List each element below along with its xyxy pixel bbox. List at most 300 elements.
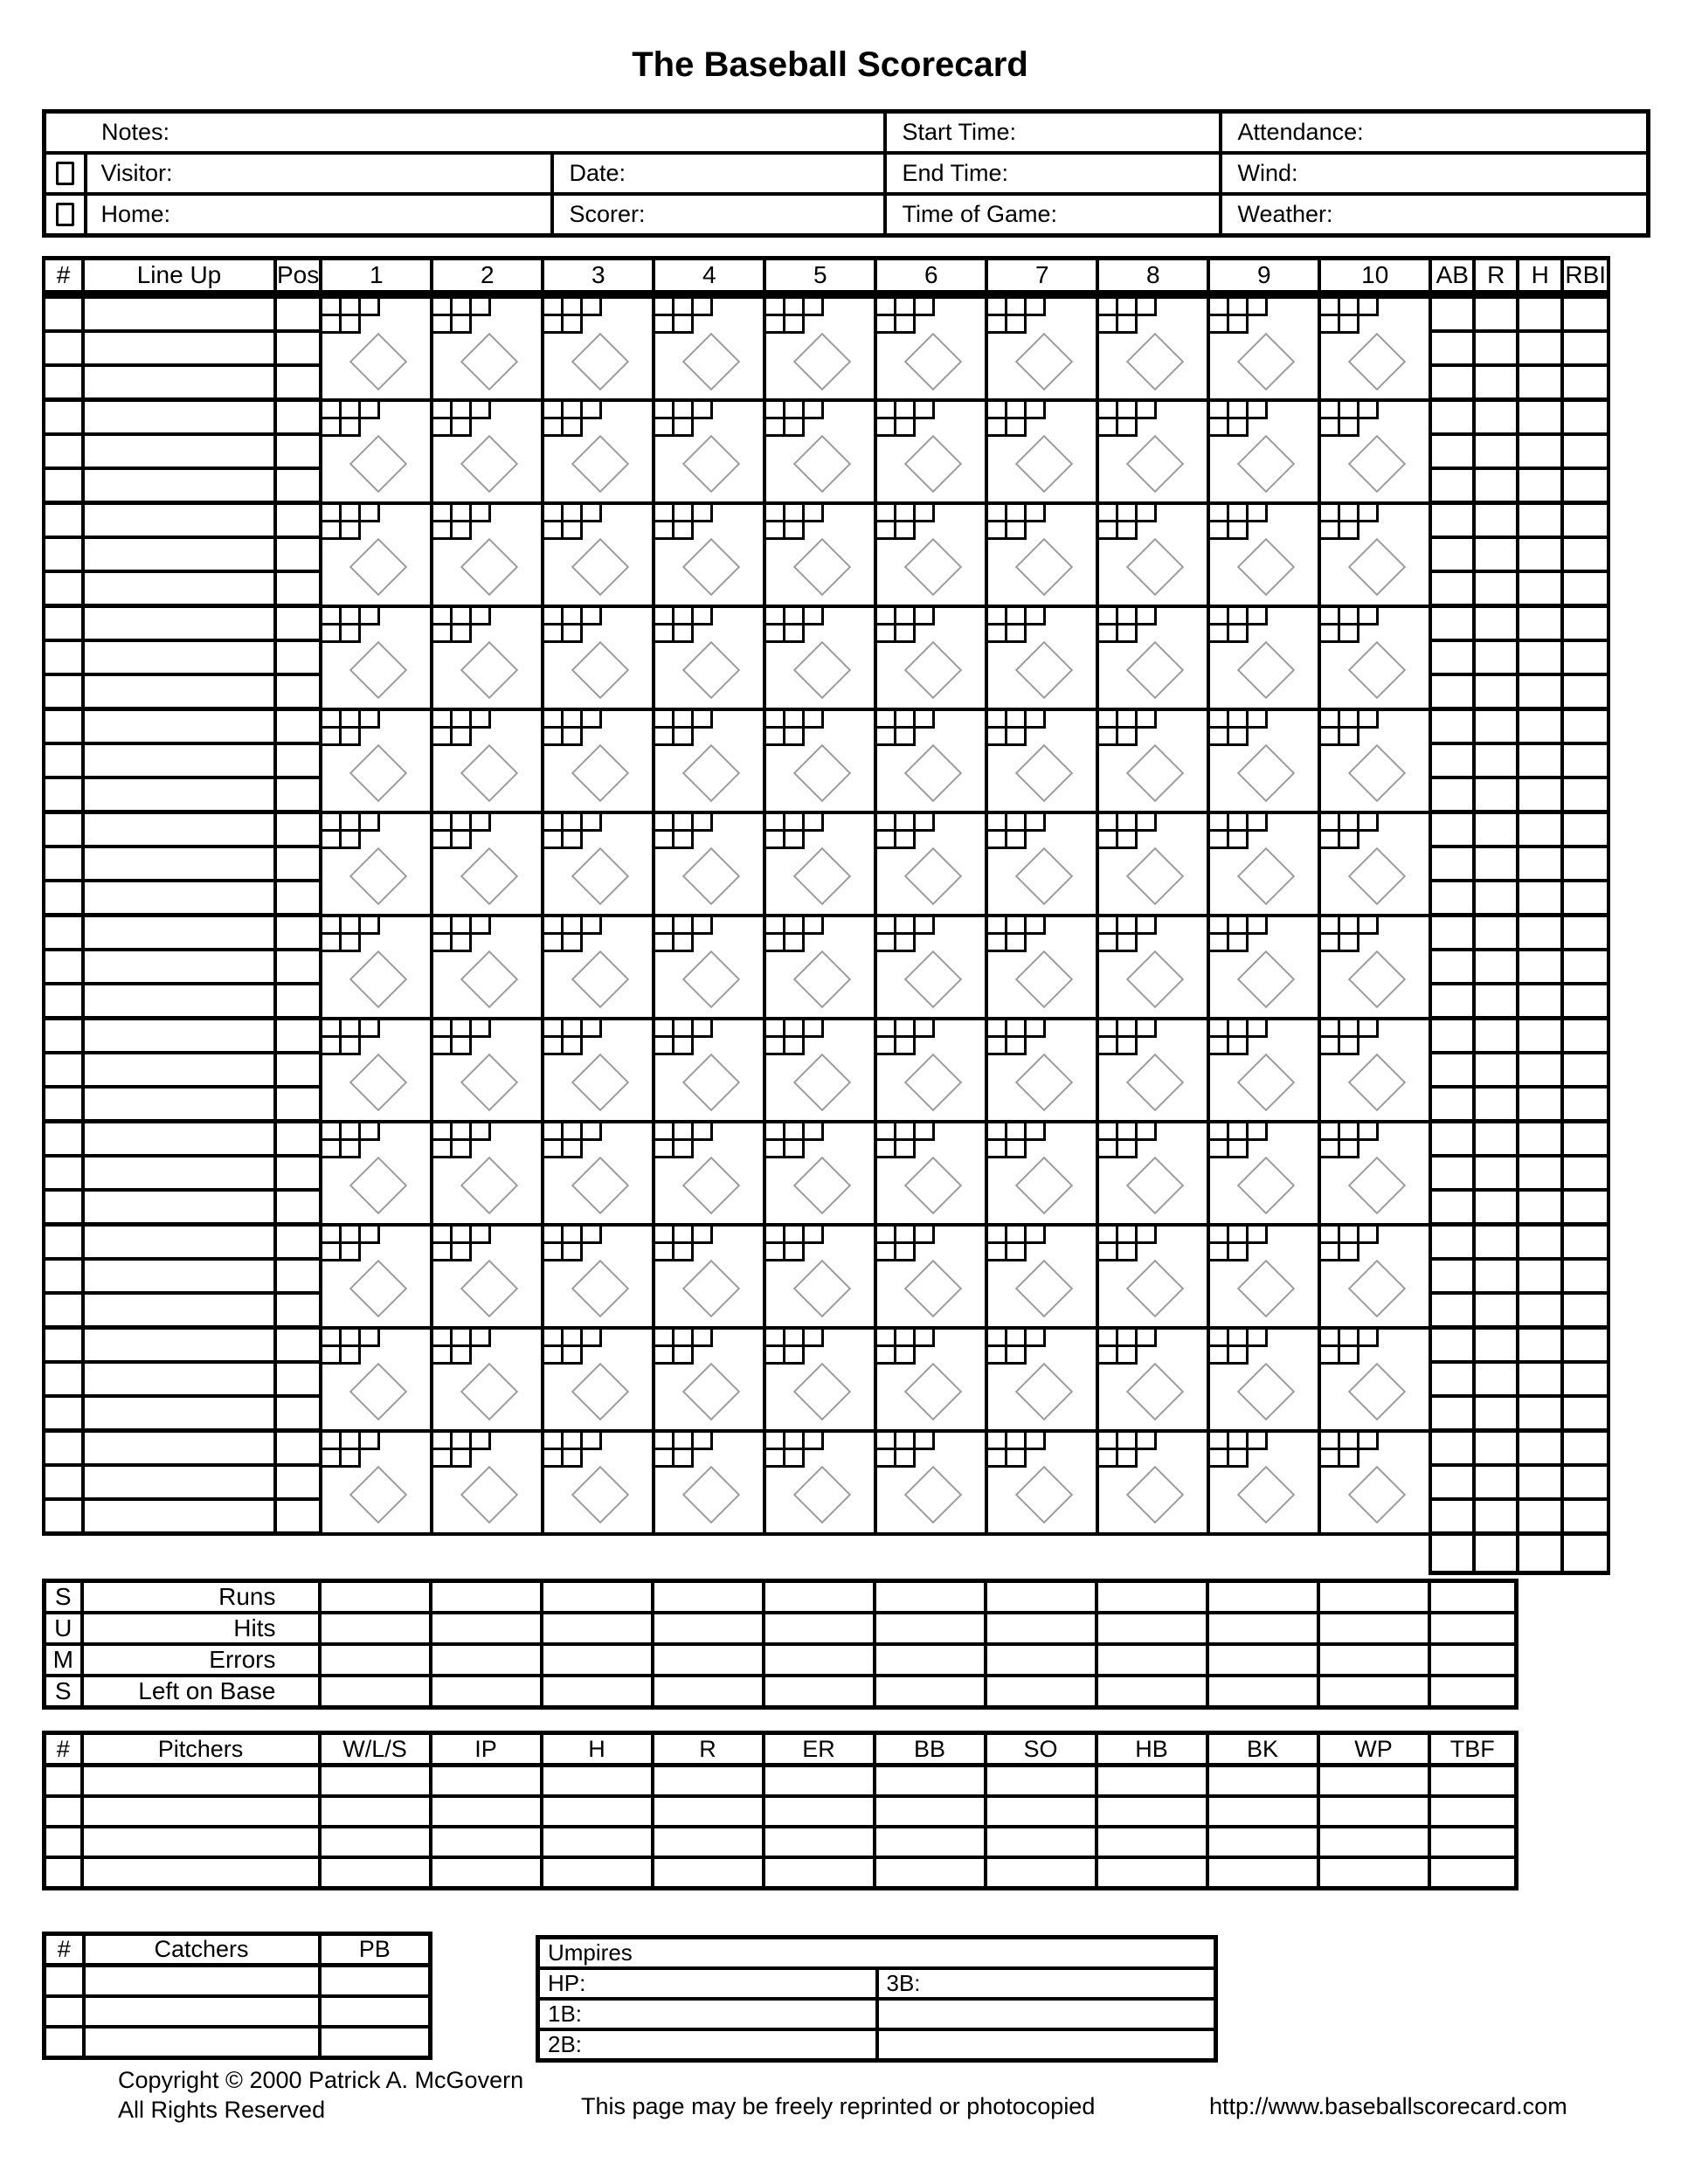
pitch-count-box[interactable] <box>1359 917 1379 935</box>
pitch-count-box[interactable] <box>433 522 453 540</box>
inning-scoring-cell[interactable] <box>432 1122 543 1225</box>
inning-scoring-cell[interactable] <box>1097 503 1208 606</box>
pitch-count-box[interactable] <box>1007 1020 1027 1038</box>
r-cell[interactable] <box>1474 1087 1518 1122</box>
pitch-count-box[interactable] <box>675 832 694 849</box>
h-cell[interactable] <box>1518 503 1562 538</box>
pitch-count-box[interactable] <box>785 419 805 437</box>
pitch-count-box[interactable] <box>1340 608 1359 625</box>
pitch-count-box[interactable] <box>472 402 491 419</box>
h-cell[interactable] <box>1518 294 1562 331</box>
pitch-count-box[interactable] <box>342 625 361 643</box>
inning-scoring-cell[interactable] <box>1097 812 1208 916</box>
pitch-count-box[interactable] <box>877 505 896 522</box>
pitch-count-box[interactable] <box>1321 1020 1340 1038</box>
pitch-count-box[interactable] <box>988 1020 1007 1038</box>
pitcher-stat-cell[interactable] <box>542 1827 653 1857</box>
position-cell[interactable] <box>275 950 321 984</box>
pitch-count-box[interactable] <box>1321 1038 1340 1055</box>
inning-scoring-cell[interactable] <box>1097 1431 1208 1534</box>
pitch-count-box[interactable] <box>1229 608 1249 625</box>
lineup-name-cell[interactable] <box>83 537 275 571</box>
pitch-count-box[interactable] <box>453 729 472 746</box>
rbi-cell[interactable] <box>1562 881 1608 916</box>
pitch-count-box[interactable] <box>877 1123 896 1141</box>
sums-value-cell[interactable] <box>320 1581 431 1614</box>
pitcher-stat-cell[interactable] <box>764 1857 875 1889</box>
pitch-count-box[interactable] <box>433 1038 453 1055</box>
lineup-name-cell[interactable] <box>83 294 275 331</box>
pitch-count-box[interactable] <box>1138 711 1157 729</box>
position-cell[interactable] <box>275 1431 321 1466</box>
pitch-count-box[interactable] <box>472 1020 491 1038</box>
pitcher-stat-cell[interactable] <box>542 1796 653 1827</box>
lineup-name-cell[interactable] <box>83 1293 275 1328</box>
pitch-count-box[interactable] <box>1099 814 1118 832</box>
ab-cell[interactable] <box>1430 606 1474 641</box>
pitch-count-box[interactable] <box>564 522 583 540</box>
rbi-cell[interactable] <box>1562 1259 1608 1293</box>
pitch-count-box[interactable] <box>785 299 805 316</box>
pitch-count-box[interactable] <box>805 1330 824 1347</box>
inning-scoring-cell[interactable] <box>543 294 654 400</box>
pitch-count-box[interactable] <box>1229 1244 1249 1261</box>
pitch-count-box[interactable] <box>1099 1141 1118 1158</box>
pitch-count-box[interactable] <box>766 917 785 935</box>
pitch-count-box[interactable] <box>1210 316 1229 334</box>
pitch-count-box[interactable] <box>675 917 694 935</box>
ab-cell[interactable] <box>1430 1259 1474 1293</box>
inning-scoring-cell[interactable] <box>543 916 654 1019</box>
pitch-count-box[interactable] <box>322 608 342 625</box>
pitch-count-box[interactable] <box>1229 419 1249 437</box>
inning-scoring-cell[interactable] <box>543 1225 654 1328</box>
lineup-name-cell[interactable] <box>83 916 275 950</box>
lineup-name-cell[interactable] <box>83 1396 275 1431</box>
pitch-count-box[interactable] <box>342 505 361 522</box>
inning-scoring-cell[interactable] <box>543 606 654 709</box>
lineup-number-cell[interactable] <box>44 1190 83 1225</box>
pitch-count-box[interactable] <box>1340 729 1359 746</box>
pitch-count-box[interactable] <box>1138 917 1157 935</box>
pitch-count-box[interactable] <box>564 1020 583 1038</box>
pitch-count-box[interactable] <box>877 625 896 643</box>
pitch-count-box[interactable] <box>1007 1038 1027 1055</box>
pitch-count-box[interactable] <box>322 1347 342 1365</box>
ab-cell[interactable] <box>1430 365 1474 400</box>
pitch-count-box[interactable] <box>1321 608 1340 625</box>
pitch-count-box[interactable] <box>1007 1244 1027 1261</box>
pitch-count-box[interactable] <box>877 711 896 729</box>
inning-scoring-cell[interactable] <box>1097 1122 1208 1225</box>
sums-value-cell[interactable] <box>1429 1644 1517 1676</box>
pitcher-stat-cell[interactable] <box>1097 1766 1207 1797</box>
pitch-count-box[interactable] <box>1099 832 1118 849</box>
pitch-count-box[interactable] <box>896 419 916 437</box>
pitch-count-box[interactable] <box>1099 402 1118 419</box>
pitch-count-box[interactable] <box>896 522 916 540</box>
pitch-count-box[interactable] <box>583 917 602 935</box>
pitch-count-box[interactable] <box>342 1038 361 1055</box>
inning-scoring-cell[interactable] <box>432 294 543 400</box>
sums-value-cell[interactable] <box>542 1644 653 1676</box>
pitch-count-box[interactable] <box>805 608 824 625</box>
pitch-count-box[interactable] <box>1249 505 1268 522</box>
visitor-field[interactable] <box>86 153 552 194</box>
catcher-number-cell[interactable] <box>45 1966 84 1997</box>
pitch-count-box[interactable] <box>766 608 785 625</box>
pitch-count-box[interactable] <box>342 299 361 316</box>
pitcher-stat-cell[interactable] <box>986 1766 1097 1797</box>
inning-scoring-cell[interactable] <box>654 400 764 503</box>
sums-value-cell[interactable] <box>542 1581 653 1614</box>
position-cell[interactable] <box>275 640 321 674</box>
pitch-count-box[interactable] <box>322 917 342 935</box>
pitch-count-box[interactable] <box>988 935 1007 952</box>
pitch-count-box[interactable] <box>655 1020 675 1038</box>
inning-scoring-cell[interactable] <box>986 606 1097 709</box>
pitch-count-box[interactable] <box>694 299 713 316</box>
inning-scoring-cell[interactable] <box>875 812 986 916</box>
pitch-count-box[interactable] <box>805 917 824 935</box>
rbi-cell[interactable] <box>1562 1053 1608 1087</box>
inning-scoring-cell[interactable] <box>875 709 986 812</box>
rbi-cell[interactable] <box>1562 400 1608 435</box>
pitch-count-box[interactable] <box>1210 729 1229 746</box>
r-cell[interactable] <box>1474 950 1518 984</box>
sums-value-cell[interactable] <box>1207 1613 1318 1644</box>
pitch-count-box[interactable] <box>322 316 342 334</box>
sums-value-cell[interactable] <box>1429 1581 1517 1614</box>
rbi-cell[interactable] <box>1562 606 1608 641</box>
pitch-count-box[interactable] <box>1099 625 1118 643</box>
pitch-count-box[interactable] <box>342 814 361 832</box>
position-cell[interactable] <box>275 674 321 709</box>
pitch-count-box[interactable] <box>1249 1433 1268 1450</box>
lineup-name-cell[interactable] <box>83 812 275 847</box>
ab-cell[interactable] <box>1430 1396 1474 1431</box>
lineup-name-cell[interactable] <box>83 1190 275 1225</box>
pitch-count-box[interactable] <box>877 814 896 832</box>
inning-scoring-cell[interactable] <box>875 1328 986 1431</box>
pitch-count-box[interactable] <box>544 402 564 419</box>
pitcher-stat-cell[interactable] <box>653 1857 764 1889</box>
lineup-number-cell[interactable] <box>44 1053 83 1087</box>
lineup-name-cell[interactable] <box>83 1225 275 1260</box>
sums-value-cell[interactable] <box>653 1613 764 1644</box>
pitch-count-box[interactable] <box>433 917 453 935</box>
pitch-count-box[interactable] <box>1099 316 1118 334</box>
pitch-count-box[interactable] <box>877 1038 896 1055</box>
pitch-count-box[interactable] <box>988 1123 1007 1141</box>
pitch-count-box[interactable] <box>1321 1227 1340 1244</box>
pitch-count-box[interactable] <box>1118 608 1138 625</box>
h-cell[interactable] <box>1518 1293 1562 1328</box>
pitch-count-box[interactable] <box>655 402 675 419</box>
inning-scoring-cell[interactable] <box>1208 503 1319 606</box>
pitch-count-box[interactable] <box>805 711 824 729</box>
pitch-count-box[interactable] <box>1249 299 1268 316</box>
h-cell[interactable] <box>1518 537 1562 571</box>
r-cell[interactable] <box>1474 847 1518 881</box>
pitch-count-box[interactable] <box>1340 522 1359 540</box>
pitch-count-box[interactable] <box>564 1330 583 1347</box>
pitch-count-box[interactable] <box>916 917 935 935</box>
pitch-count-box[interactable] <box>766 711 785 729</box>
pitch-count-box[interactable] <box>1340 402 1359 419</box>
pitcher-stat-cell[interactable] <box>1429 1857 1517 1889</box>
h-cell[interactable] <box>1518 1396 1562 1431</box>
pitch-count-box[interactable] <box>1359 608 1379 625</box>
lineup-number-cell[interactable] <box>44 606 83 641</box>
pitch-count-box[interactable] <box>655 1347 675 1365</box>
pitch-count-box[interactable] <box>988 522 1007 540</box>
pitch-count-box[interactable] <box>694 814 713 832</box>
pitch-count-box[interactable] <box>1359 711 1379 729</box>
pitch-count-box[interactable] <box>453 1244 472 1261</box>
inning-scoring-cell[interactable] <box>432 503 543 606</box>
pitch-count-box[interactable] <box>342 608 361 625</box>
pitch-count-box[interactable] <box>472 1227 491 1244</box>
pitch-count-box[interactable] <box>1359 814 1379 832</box>
pitcher-stat-cell[interactable] <box>1207 1796 1318 1827</box>
inning-scoring-cell[interactable] <box>986 503 1097 606</box>
pitch-count-box[interactable] <box>544 1141 564 1158</box>
pitch-count-box[interactable] <box>1118 729 1138 746</box>
lineup-number-cell[interactable] <box>44 1499 83 1534</box>
pitch-count-box[interactable] <box>1229 299 1249 316</box>
pitch-count-box[interactable] <box>877 608 896 625</box>
pitch-count-box[interactable] <box>916 505 935 522</box>
pitch-count-box[interactable] <box>785 1123 805 1141</box>
sums-value-cell[interactable] <box>431 1581 542 1614</box>
pitch-count-box[interactable] <box>564 299 583 316</box>
pitch-count-box[interactable] <box>564 1227 583 1244</box>
pitch-count-box[interactable] <box>766 1038 785 1055</box>
catcher-number-cell[interactable] <box>45 2027 84 2058</box>
inning-scoring-cell[interactable] <box>654 1019 764 1122</box>
pitch-count-box[interactable] <box>805 814 824 832</box>
pitch-count-box[interactable] <box>544 1450 564 1468</box>
pitch-count-box[interactable] <box>1099 935 1118 952</box>
rbi-cell[interactable] <box>1562 1396 1608 1431</box>
pitch-count-box[interactable] <box>877 1020 896 1038</box>
sums-value-cell[interactable] <box>875 1613 986 1644</box>
pitch-count-box[interactable] <box>766 935 785 952</box>
pitch-count-box[interactable] <box>433 729 453 746</box>
pitch-count-box[interactable] <box>766 729 785 746</box>
pitch-count-box[interactable] <box>322 1123 342 1141</box>
pitch-count-box[interactable] <box>1027 299 1046 316</box>
sums-value-cell[interactable] <box>986 1581 1097 1614</box>
pitch-count-box[interactable] <box>1340 1227 1359 1244</box>
sums-value-cell[interactable] <box>542 1613 653 1644</box>
pitch-count-box[interactable] <box>453 625 472 643</box>
pitch-count-box[interactable] <box>1118 1038 1138 1055</box>
pitch-count-box[interactable] <box>1118 316 1138 334</box>
pitch-count-box[interactable] <box>916 711 935 729</box>
position-cell[interactable] <box>275 606 321 641</box>
pitch-count-box[interactable] <box>1099 1244 1118 1261</box>
lineup-number-cell[interactable] <box>44 1259 83 1293</box>
sums-value-cell[interactable] <box>986 1676 1097 1708</box>
inning-scoring-cell[interactable] <box>432 812 543 916</box>
pitch-count-box[interactable] <box>453 505 472 522</box>
pitch-count-box[interactable] <box>1249 917 1268 935</box>
pitch-count-box[interactable] <box>322 729 342 746</box>
pitch-count-box[interactable] <box>564 316 583 334</box>
lineup-name-cell[interactable] <box>83 709 275 744</box>
pitch-count-box[interactable] <box>1007 1330 1027 1347</box>
pitch-count-box[interactable] <box>322 522 342 540</box>
inning-scoring-cell[interactable] <box>1319 916 1430 1019</box>
pitch-count-box[interactable] <box>896 814 916 832</box>
lineup-number-cell[interactable] <box>44 294 83 331</box>
position-cell[interactable] <box>275 709 321 744</box>
sums-value-cell[interactable] <box>320 1676 431 1708</box>
catcher-pb-cell[interactable] <box>320 2027 431 2058</box>
pitch-count-box[interactable] <box>361 402 380 419</box>
pitch-count-box[interactable] <box>1210 1020 1229 1038</box>
sums-value-cell[interactable] <box>1318 1644 1429 1676</box>
pitch-count-box[interactable] <box>1007 505 1027 522</box>
h-cell[interactable] <box>1518 434 1562 468</box>
r-total-cell[interactable] <box>1474 1534 1518 1573</box>
inning-scoring-cell[interactable] <box>986 709 1097 812</box>
inning-scoring-cell[interactable] <box>543 1328 654 1431</box>
sums-value-cell[interactable] <box>1429 1613 1517 1644</box>
pitch-count-box[interactable] <box>805 299 824 316</box>
pitch-count-box[interactable] <box>453 419 472 437</box>
pitch-count-box[interactable] <box>1118 917 1138 935</box>
lineup-number-cell[interactable] <box>44 950 83 984</box>
pitch-count-box[interactable] <box>1229 935 1249 952</box>
inning-scoring-cell[interactable] <box>543 400 654 503</box>
pitch-count-box[interactable] <box>472 608 491 625</box>
pitch-count-box[interactable] <box>655 1227 675 1244</box>
sums-value-cell[interactable] <box>875 1676 986 1708</box>
pitch-count-box[interactable] <box>433 1347 453 1365</box>
pitch-count-box[interactable] <box>1340 711 1359 729</box>
pitch-count-box[interactable] <box>877 1433 896 1450</box>
scorer-field[interactable] <box>552 194 885 236</box>
h-cell[interactable] <box>1518 1431 1562 1466</box>
pitch-count-box[interactable] <box>1340 1038 1359 1055</box>
lineup-name-cell[interactable] <box>83 434 275 468</box>
lineup-name-cell[interactable] <box>83 640 275 674</box>
pitch-count-box[interactable] <box>766 1450 785 1468</box>
r-cell[interactable] <box>1474 881 1518 916</box>
rbi-cell[interactable] <box>1562 847 1608 881</box>
lineup-name-cell[interactable] <box>83 1087 275 1122</box>
pitch-count-box[interactable] <box>655 522 675 540</box>
pitch-count-box[interactable] <box>1340 316 1359 334</box>
pitch-count-box[interactable] <box>1210 1227 1229 1244</box>
pitch-count-box[interactable] <box>877 316 896 334</box>
position-cell[interactable] <box>275 503 321 538</box>
pitch-count-box[interactable] <box>564 814 583 832</box>
inning-scoring-cell[interactable] <box>321 294 432 400</box>
h-cell[interactable] <box>1518 950 1562 984</box>
inning-scoring-cell[interactable] <box>432 1019 543 1122</box>
rbi-cell[interactable] <box>1562 365 1608 400</box>
lineup-name-cell[interactable] <box>83 606 275 641</box>
pitch-count-box[interactable] <box>766 1123 785 1141</box>
pitch-count-box[interactable] <box>544 1433 564 1450</box>
pitch-count-box[interactable] <box>1321 402 1340 419</box>
inning-scoring-cell[interactable] <box>764 709 875 812</box>
pitch-count-box[interactable] <box>896 316 916 334</box>
lineup-name-cell[interactable] <box>83 1156 275 1190</box>
lineup-name-cell[interactable] <box>83 1465 275 1499</box>
catcher-name-cell[interactable] <box>84 1996 320 2027</box>
end-time-field[interactable] <box>885 153 1221 194</box>
pitch-count-box[interactable] <box>1321 299 1340 316</box>
r-cell[interactable] <box>1474 503 1518 538</box>
pitch-count-box[interactable] <box>766 316 785 334</box>
r-cell[interactable] <box>1474 606 1518 641</box>
pitch-count-box[interactable] <box>1321 1244 1340 1261</box>
inning-scoring-cell[interactable] <box>432 1328 543 1431</box>
pitcher-stat-cell[interactable] <box>653 1766 764 1797</box>
pitch-count-box[interactable] <box>1099 729 1118 746</box>
pitch-count-box[interactable] <box>1229 1020 1249 1038</box>
pitch-count-box[interactable] <box>433 1141 453 1158</box>
h-cell[interactable] <box>1518 640 1562 674</box>
pitch-count-box[interactable] <box>544 832 564 849</box>
pitch-count-box[interactable] <box>694 1123 713 1141</box>
r-cell[interactable] <box>1474 812 1518 847</box>
pitch-count-box[interactable] <box>785 729 805 746</box>
pitch-count-box[interactable] <box>453 935 472 952</box>
inning-scoring-cell[interactable] <box>1097 1019 1208 1122</box>
inning-scoring-cell[interactable] <box>1208 1328 1319 1431</box>
inning-scoring-cell[interactable] <box>543 812 654 916</box>
inning-scoring-cell[interactable] <box>654 1225 764 1328</box>
lineup-number-cell[interactable] <box>44 503 83 538</box>
pitch-count-box[interactable] <box>544 729 564 746</box>
pitch-count-box[interactable] <box>453 1450 472 1468</box>
ab-cell[interactable] <box>1430 709 1474 744</box>
pitch-count-box[interactable] <box>342 1141 361 1158</box>
pitch-count-box[interactable] <box>655 625 675 643</box>
h-cell[interactable] <box>1518 365 1562 400</box>
pitch-count-box[interactable] <box>896 1450 916 1468</box>
lineup-name-cell[interactable] <box>83 950 275 984</box>
pitcher-stat-cell[interactable] <box>1429 1827 1517 1857</box>
r-cell[interactable] <box>1474 743 1518 778</box>
h-cell[interactable] <box>1518 606 1562 641</box>
pitch-count-box[interactable] <box>916 1330 935 1347</box>
pitch-count-box[interactable] <box>766 1244 785 1261</box>
lineup-name-cell[interactable] <box>83 1053 275 1087</box>
pitcher-stat-cell[interactable] <box>431 1796 542 1827</box>
pitch-count-box[interactable] <box>896 1347 916 1365</box>
h-cell[interactable] <box>1518 1019 1562 1054</box>
sums-value-cell[interactable] <box>320 1613 431 1644</box>
pitch-count-box[interactable] <box>1210 1330 1229 1347</box>
pitch-count-box[interactable] <box>988 402 1007 419</box>
pitch-count-box[interactable] <box>896 729 916 746</box>
start-time-field[interactable] <box>885 112 1221 154</box>
pitcher-stat-cell[interactable] <box>431 1827 542 1857</box>
sums-value-cell[interactable] <box>986 1644 1097 1676</box>
sums-value-cell[interactable] <box>1207 1644 1318 1676</box>
ab-cell[interactable] <box>1430 640 1474 674</box>
pitch-count-box[interactable] <box>916 402 935 419</box>
pitch-count-box[interactable] <box>322 1450 342 1468</box>
lineup-name-cell[interactable] <box>83 881 275 916</box>
